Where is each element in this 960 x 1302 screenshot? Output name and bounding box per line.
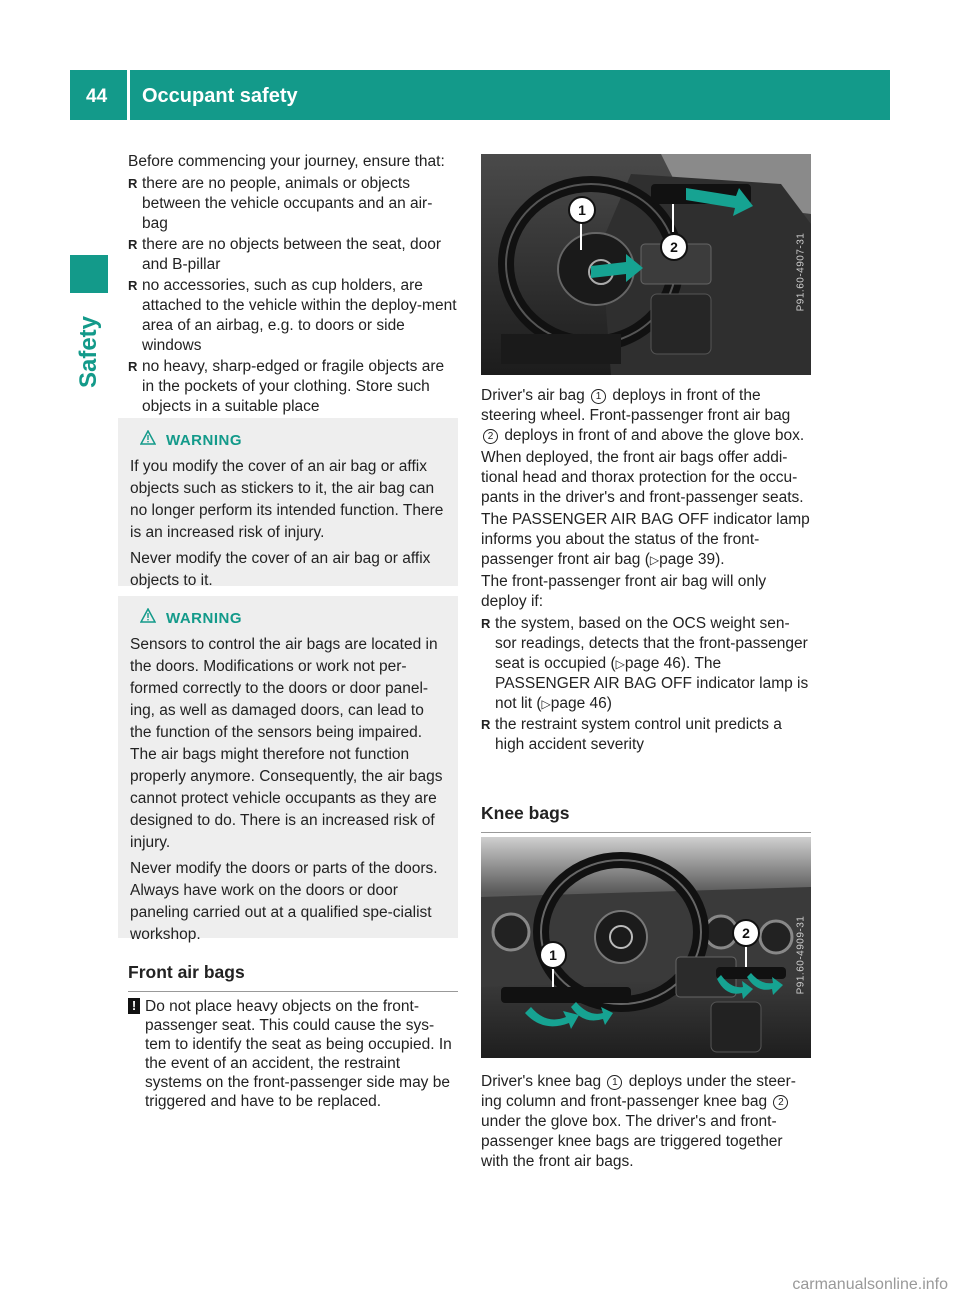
warning-heading — [130, 430, 446, 452]
warning-box-sensors — [118, 596, 458, 943]
circled-number: 2 — [483, 429, 498, 444]
warning-heading — [130, 608, 446, 630]
paragraph: The front-passenger front air bag will only deploy if: — [481, 573, 767, 610]
image-code: P91.60-4907-31 — [795, 232, 807, 312]
list-item: R the system, based on the OCS weight sen-sor readings, detects that the front-passenger seat is occupied (▷page 46). The PASSENGER AIR BAG OFF indicator lamp is not lit (▷page 46) — [481, 614, 811, 714]
warning-triangle-icon — [140, 430, 156, 452]
triangle-right-icon: ▷ — [541, 697, 551, 711]
left-column — [128, 152, 458, 418]
list-item: R no heavy, sharp-edged or fragile objects are in the pockets of your clothing. Store such objects in a suitable place — [128, 357, 458, 417]
section-label — [58, 307, 120, 397]
page-title: Occupant safety — [142, 85, 298, 107]
callout-marker: 1 — [539, 941, 567, 969]
knee-bag-illustration — [481, 837, 811, 1058]
exclamation-icon: ! — [128, 998, 140, 1014]
warning-label: WARNING — [166, 610, 242, 627]
warning-label: WARNING — [166, 432, 242, 449]
image-code: P91.60-4909-31 — [795, 915, 807, 995]
callout-marker: 2 — [732, 919, 760, 947]
right-column — [481, 386, 811, 756]
section-tab-marker — [70, 255, 108, 293]
triangle-right-icon: ▷ — [615, 657, 625, 671]
knee-bags-heading: Knee bags — [481, 803, 811, 833]
front-airbag-illustration — [481, 154, 811, 375]
warning-text: Sensors to control the air bags are located in the doors. Modifications or work not per-formed correctly to the doors or door panel-ing, as well as damaged doors, can lead to the function of the sensors being impaired. The air bags might therefore not function properly anymore. Consequently, the air bags cannot protect vehicle occupants as they are designed to do. There is an increased risk of injury. — [130, 636, 443, 851]
front-airbag-photo — [481, 154, 811, 375]
paragraph: Driver's knee bag 1 deploys under the steer-ing column and front-passenger knee bag 2 under the glove box. The driver's and front-passenger knee bags are triggered together with the front air bags. — [481, 1073, 796, 1170]
circled-number: 1 — [591, 389, 606, 404]
warning-box-cover — [118, 418, 458, 589]
list-item: R no accessories, such as cup holders, are attached to the vehicle within the deploy-ment area of an airbag, e.g. to doors or side windows — [128, 276, 458, 356]
deploy-conditions-list — [481, 614, 811, 755]
paragraph: Driver's air bag 1 deploys in front of the steering wheel. Front-passenger front air bag 2 deploys in front of and above the glove box. — [481, 387, 805, 444]
callout-marker: 1 — [568, 196, 596, 224]
note-text: Do not place heavy objects on the front-passenger seat. This could cause the sys-tem to identify the seat as being occupied. In the event of an accident, the restraint systems on the front-passenger side may be triggered and have to be replaced. — [145, 998, 452, 1110]
front-air-bags-heading: Front air bags — [128, 962, 458, 992]
circled-number: 1 — [607, 1075, 622, 1090]
list-item: R there are no objects between the seat, door and B-pillar — [128, 235, 458, 275]
note-box — [128, 997, 458, 1111]
callout-marker: 2 — [660, 233, 688, 261]
warning-text: If you modify the cover of an air bag or affix objects such as stickers to it, the air bag can no longer perform its intended function. There is an increased risk of injury. — [130, 458, 444, 541]
page-number: 44 — [86, 86, 108, 107]
warning-triangle-icon — [140, 608, 156, 630]
list-item: R the restraint system control unit predicts a high accident severity — [481, 715, 811, 755]
page-reference: page 39 — [659, 551, 716, 568]
intro-text: Before commencing your journey, ensure that: — [128, 153, 445, 170]
page-reference: page 46 — [624, 655, 681, 672]
paragraph: When deployed, the front air bags offer addi-tional head and thorax protection for the occu-pants in the driver's and front-passenger seats. — [481, 449, 804, 506]
list-item: R there are no people, animals or objects between the vehicle occupants and an air-bag — [128, 174, 458, 234]
circled-number: 2 — [773, 1095, 788, 1110]
triangle-right-icon: ▷ — [649, 553, 660, 567]
warning-instruction: Never modify the cover of an air bag or affix objects to it. — [130, 550, 431, 589]
knee-bag-photo — [481, 837, 811, 1058]
page-reference: page 46 — [550, 695, 607, 712]
paragraph: The PASSENGER AIR BAG OFF indicator lamp informs you about the status of the front-passenger front air bag (▷page 39). — [481, 511, 810, 568]
header-divider — [127, 70, 130, 120]
page-header — [70, 70, 890, 120]
checklist — [128, 174, 458, 417]
section-label-text: Safety — [75, 315, 102, 389]
watermark: carmanualsonline.info — [792, 1276, 948, 1293]
knee-bag-text — [481, 1072, 811, 1174]
warning-instruction: Never modify the doors or parts of the doors. Always have work on the doors or door paneling carried out at a qualified spe-cialist workshop. — [130, 860, 438, 943]
